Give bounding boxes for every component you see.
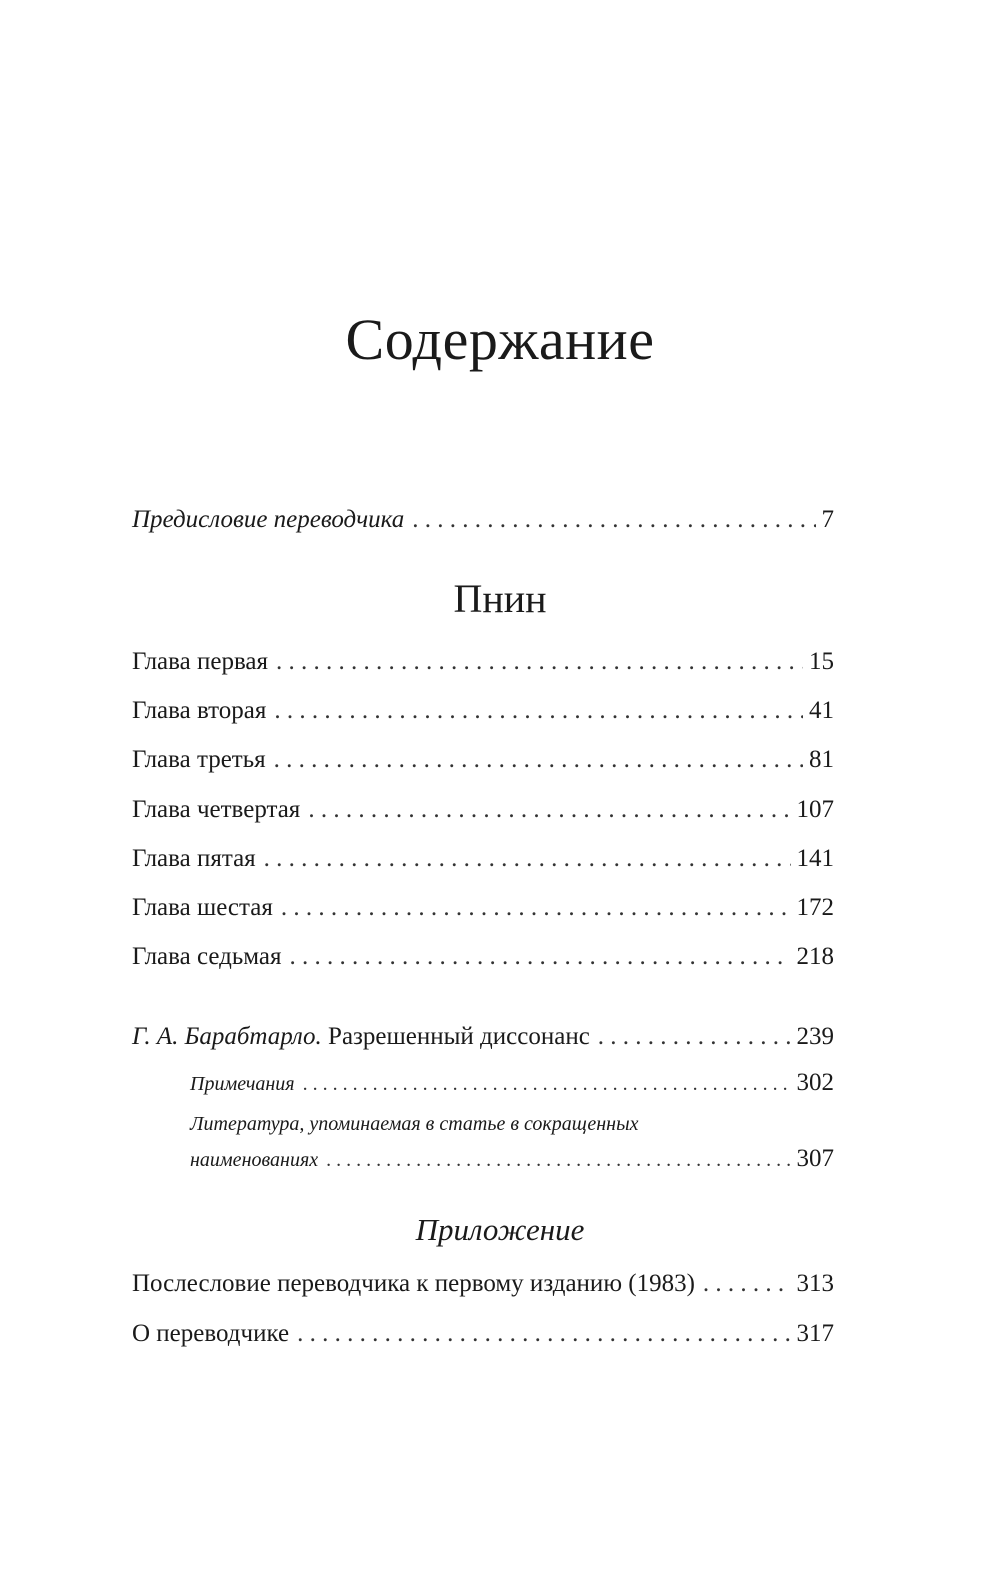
toc-page-number: 172: [796, 894, 834, 921]
leader-dots: [264, 843, 791, 875]
toc-page-number: 307: [796, 1145, 834, 1172]
page-title: Содержание: [345, 307, 655, 372]
toc-entry-label: О переводчике: [132, 1320, 290, 1347]
toc-entry-label: Глава четвертая: [132, 796, 301, 823]
toc-entry-label: [132, 1021, 598, 1053]
section-heading-pnin: Пнин: [453, 576, 547, 621]
toc-page-number: 107: [796, 796, 834, 823]
section-heading-appendix: Приложение: [415, 1212, 585, 1247]
toc-entry-label: Глава седьмая: [132, 943, 282, 970]
leader-dots: [274, 695, 803, 727]
toc-entry-chapter-6[interactable]: [132, 892, 834, 924]
toc-page-number: 239: [796, 1023, 834, 1050]
toc-entry-preface[interactable]: [132, 504, 834, 536]
toc-entry-chapter-4[interactable]: [132, 794, 834, 826]
toc-entry-chapter-7[interactable]: [132, 941, 834, 973]
leader-dots: [598, 1021, 791, 1053]
toc-entry-essay[interactable]: [132, 1021, 834, 1053]
leader-dots: [274, 744, 803, 776]
toc-entry-notes[interactable]: [190, 1067, 834, 1100]
essay-title: Разрешенный диссонанс: [328, 1023, 590, 1050]
toc-page-number: 313: [796, 1270, 834, 1297]
leader-dots: [281, 892, 791, 924]
toc-entry-label: наименованиях: [190, 1149, 319, 1171]
leader-dots: [412, 504, 815, 536]
toc-page-number: 218: [796, 943, 834, 970]
toc-page-number: 15: [809, 648, 834, 675]
toc-page-number: 7: [821, 506, 834, 533]
toc-page-number: 141: [796, 845, 834, 872]
toc-entry-label: Послесловие переводчика к первому изданию (1983): [132, 1270, 695, 1297]
toc-entry-chapter-5[interactable]: [132, 843, 834, 875]
toc-page-number: 302: [796, 1069, 834, 1096]
toc-entry-label: Глава пятая: [132, 845, 256, 872]
toc-page-number: 81: [809, 746, 834, 773]
toc-entry-label: [132, 504, 412, 536]
toc-page-number: 41: [809, 697, 834, 724]
leader-dots: [297, 1318, 790, 1350]
toc-entry-label: Примечания: [190, 1073, 295, 1095]
leader-dots: [703, 1268, 791, 1300]
preface-label: Предисловие переводчика: [132, 506, 405, 533]
toc-entry-about-translator[interactable]: [132, 1318, 834, 1350]
toc-entry-label: Глава первая: [132, 648, 269, 675]
toc-entry-chapter-2[interactable]: [132, 695, 834, 727]
leader-dots: [308, 794, 790, 826]
leader-dots: [303, 1068, 791, 1100]
leader-dots: [290, 941, 791, 973]
leader-dots: [276, 646, 803, 678]
toc-entry-label: Глава шестая: [132, 894, 273, 921]
toc-page-number: 317: [796, 1320, 834, 1347]
leader-dots: [326, 1144, 790, 1176]
toc-entry-label: Глава вторая: [132, 697, 267, 724]
toc-entry-afterword[interactable]: [132, 1268, 834, 1300]
toc-entry-literature[interactable]: [190, 1143, 834, 1176]
toc-entry-label: Глава третья: [132, 746, 266, 773]
toc-entry-literature-line1: Литература, упоминаемая в статье в сокращенных: [190, 1113, 639, 1135]
toc-entry-chapter-3[interactable]: [132, 744, 834, 776]
toc-entry-chapter-1[interactable]: [132, 646, 834, 678]
essay-author: Г. А. Барабтарло.: [132, 1023, 322, 1050]
